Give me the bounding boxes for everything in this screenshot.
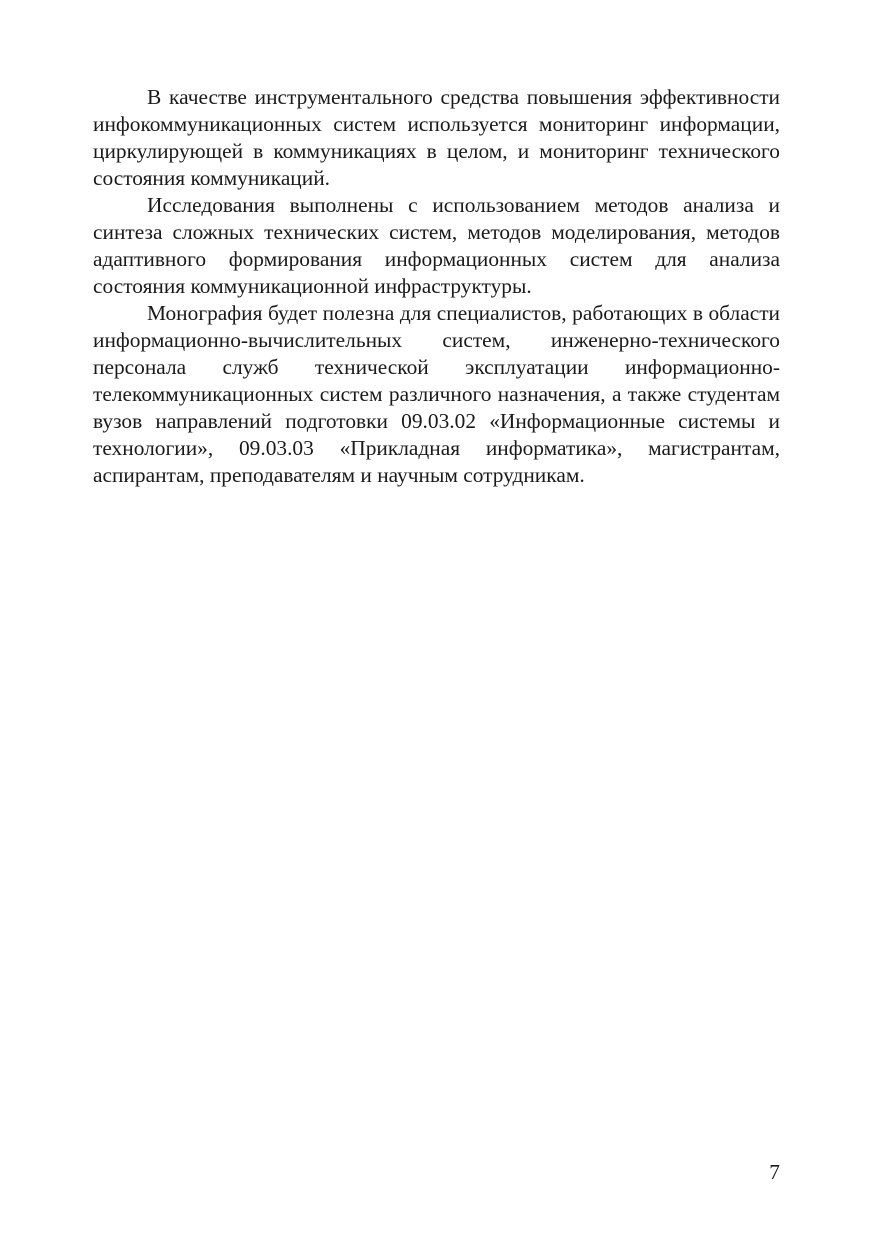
- page-number: 7: [769, 1160, 780, 1184]
- body-text: [93, 84, 780, 489]
- paragraph-3: Монография будет полезна для специалистов, работающих в области информационно-вычислительных систем, инженерно-технического персонала служб технической эксплуатации информационно-телекоммуникационных систем различного назначения, а также студентам вузов направлений подготовки 09.03.02 «Информационные системы и технологии», 09.03.03 «Прикладная информатика», магистрантам, аспирантам, преподавателям и научным сотрудникам.: [93, 301, 780, 487]
- paragraph-2: Исследования выполнены с использованием методов анализа и синтеза сложных технических систем, методов моделирования, методов адаптивного формирования информационных систем для анализа состояния коммуникационной инфраструктуры.: [93, 193, 780, 298]
- paragraph-1: В качестве инструментального средства повышения эффективности инфокоммуникационных систем используется мониторинг информации, циркулирующей в коммуникациях в целом, и мониторинг технического состояния коммуникаций.: [93, 85, 780, 190]
